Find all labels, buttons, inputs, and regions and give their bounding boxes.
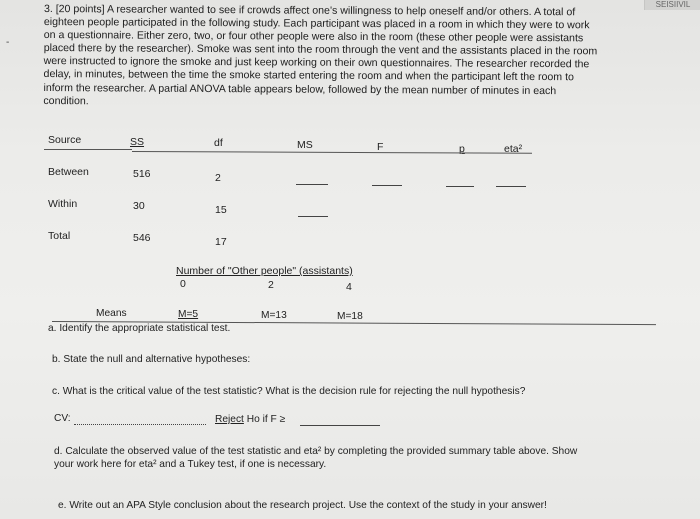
blank-p-between[interactable] xyxy=(446,186,474,187)
mean-0: M=5 xyxy=(178,309,199,320)
question-e: e. Write out an APA Style conclusion about the research project. Use the context of the study in your answer! xyxy=(58,500,547,511)
header-ss: SS xyxy=(130,136,145,148)
row-between-df: 2 xyxy=(215,172,221,184)
reject-word: Reject xyxy=(215,414,244,425)
cv-label: CV: xyxy=(54,413,71,424)
row-within-ss: 30 xyxy=(133,200,145,212)
mean-4: M=18 xyxy=(337,311,363,322)
header-p: p xyxy=(459,143,465,155)
header-df: df xyxy=(214,137,223,149)
header-f: F xyxy=(377,141,384,153)
decision-answer-blank[interactable] xyxy=(300,425,380,426)
blank-eta-between[interactable] xyxy=(496,186,526,187)
row-between-source: Between xyxy=(48,166,89,178)
blank-ms-within[interactable] xyxy=(298,216,328,217)
problem-line: were instructed to ignore the smoke and just keep working on their own questionnaires. The researcher recorded the xyxy=(43,55,590,71)
decision-rule-rest: Ho if F ≥ xyxy=(243,414,286,425)
problem-line: delay, in minutes, between the time the smoke started entering the room and when the participant left the room to xyxy=(43,68,574,84)
question-b: b. State the null and alternative hypotheses: xyxy=(52,354,251,365)
level-4: 4 xyxy=(346,281,352,293)
problem-line: on a questionnaire. Either zero, two, or four other people were also in the room (these other people were assistants xyxy=(43,29,584,45)
row-within-source: Within xyxy=(48,198,78,210)
header-eta: eta² xyxy=(504,143,523,155)
row-total-source: Total xyxy=(48,230,71,242)
row-total-df: 17 xyxy=(215,236,227,248)
row-total-ss: 546 xyxy=(133,232,151,244)
level-2: 2 xyxy=(268,279,274,291)
problem-line: placed there by the researcher). Smoke was sent into the room through the vent and the assistants placed in the room xyxy=(43,42,598,58)
level-0: 0 xyxy=(180,278,186,290)
decision-rule xyxy=(215,414,285,425)
problem-statement xyxy=(43,3,668,112)
blank-ms-between[interactable] xyxy=(296,184,328,185)
problem-line: condition. xyxy=(43,94,89,107)
row-within-df: 15 xyxy=(215,204,227,216)
blank-f-between[interactable] xyxy=(372,185,402,186)
means-label: Means xyxy=(96,308,127,319)
problem-line: 3. [20 points] A researcher wanted to see if crowds affect one's willingness to help oneself and/or others. A total of xyxy=(43,3,576,19)
question-d-line2: your work here for eta² and a Tukey test, if one is necessary. xyxy=(54,459,327,470)
row-between-ss: 516 xyxy=(133,168,151,180)
question-d-line1: d. Calculate the observed value of the test statistic and eta² by completing the provided summary table above. Show xyxy=(54,446,578,457)
header-rule xyxy=(44,149,132,150)
problem-line: eighteen people participated in the following study. Each participant was placed in a room in which they were to work xyxy=(43,16,590,32)
margin-mark: - xyxy=(6,37,10,48)
means-title: Number of "Other people" (assistants) xyxy=(176,265,353,277)
corner-label: SEISIIVIL xyxy=(644,0,700,10)
header-rule xyxy=(132,151,532,154)
question-a: a. Identify the appropriate statistical test. xyxy=(48,323,231,334)
header-ms: MS xyxy=(297,139,313,151)
header-source: Source xyxy=(48,134,82,146)
mean-2: M=13 xyxy=(261,310,287,321)
question-c: c. What is the critical value of the test statistic? What is the decision rule for rejecting the null hypothesis? xyxy=(52,386,526,397)
problem-line: inform the researcher. A partial ANOVA table appears below, followed by the mean number of minutes in each xyxy=(43,81,557,97)
cv-answer-blank[interactable] xyxy=(74,424,206,425)
